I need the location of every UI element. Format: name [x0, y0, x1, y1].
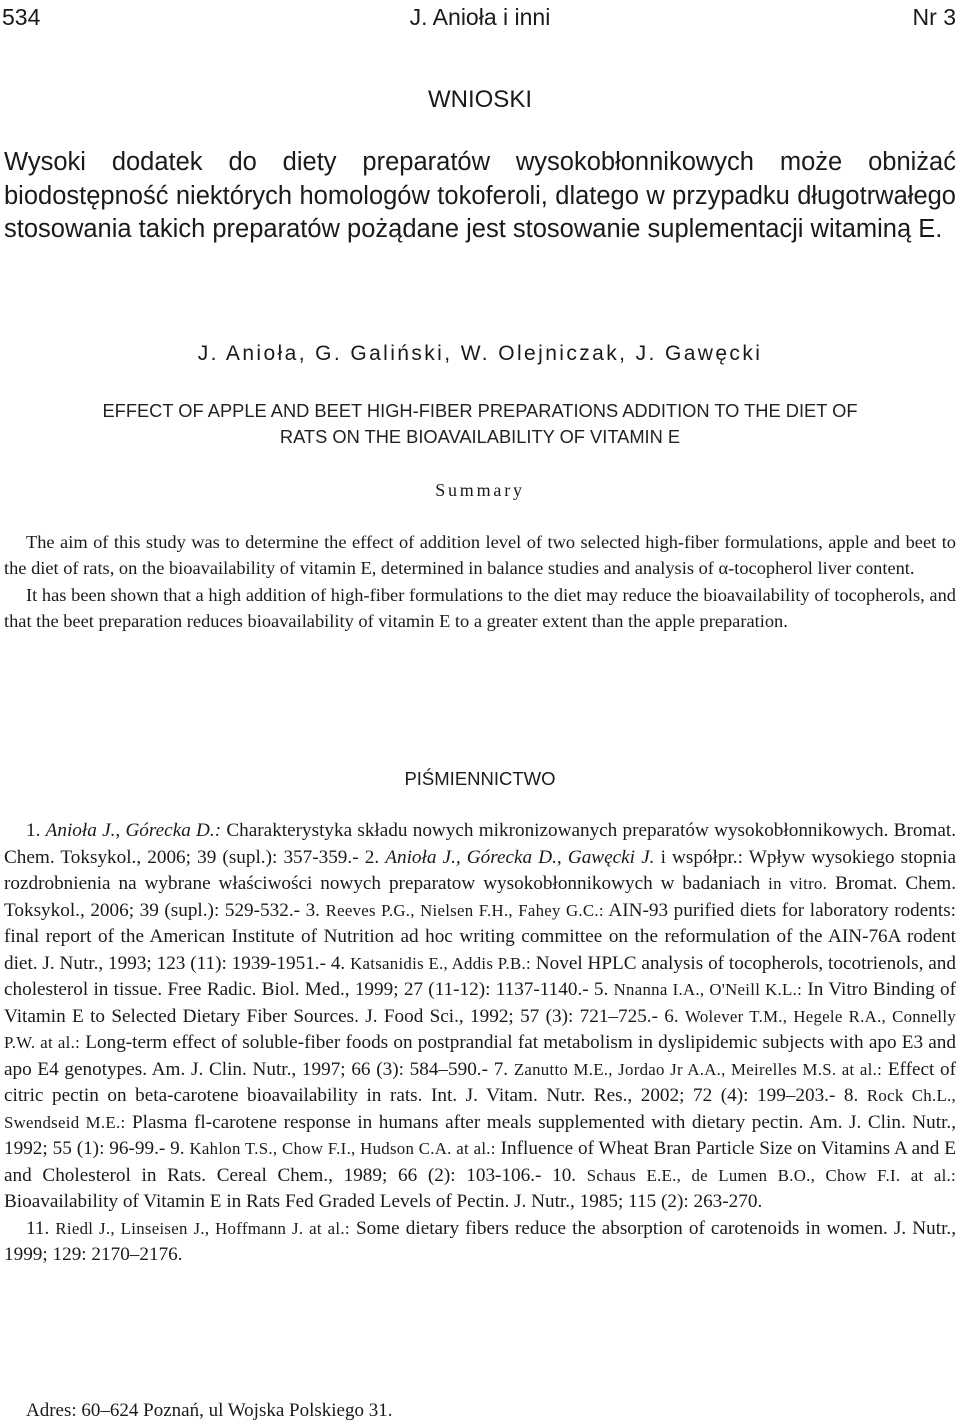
references-heading: PIŚMIENNICTWO: [404, 768, 556, 789]
issue-number: Nr 3: [912, 4, 956, 30]
reference-authors: Anioła J., Górecka D., Gawęcki J.: [385, 846, 655, 868]
english-title-line-2: RATS ON THE BIOAVAILABILITY OF VITAMIN E: [279, 426, 681, 447]
reference-text: Some dietary fibers reduce the absorption of carotenoids in women. J. Nutr., 1999; 129: 2170–2176.: [4, 1217, 956, 1265]
running-header: [0, 2, 960, 36]
reference-authors: Kahlon T.S., Chow F.I., Hudson C.A. at al.:: [189, 1139, 496, 1158]
reference-authors: Nnanna I.A., O'Neill K.L.:: [613, 980, 803, 999]
english-title-line-1: EFFECT OF APPLE AND BEET HIGH-FIBER PREPARATIONS ADDITION TO THE DIET OF: [102, 400, 858, 421]
reference-authors: Schaus E.E., de Lumen B.O., Chow F.I. at al.:: [586, 1165, 956, 1185]
running-authors: J. Anioła i inni: [409, 4, 551, 30]
english-authors: J. Anioła, G. Galiński, W. Olejniczak, J. Gawęcki: [197, 342, 763, 365]
reference-text: i współpr.:: [660, 846, 743, 868]
reference-text: Effect of citric pectin on beta-carotene bioavailability in rats. Int. J. Vitam. Nutr. Res., 2002; 72 (4): 199–203.- 8.: [4, 1058, 957, 1106]
reference-text: Long-term effect of soluble-fiber foods on postprandial fat metabolism in dyslipidemic subjects with apo E3 and apo E4 genotypes. Am. J. Clin. Nutr., 1997; 66 (3): 584–590.- 7.: [4, 1032, 956, 1080]
reference-authors: Rock Ch.L., Swendseid M.E.:: [4, 1086, 957, 1132]
english-title: [0, 398, 960, 450]
reference-text: Wpływ wysokiego stopnia rozdrobnienia na wybrane właściwości nowych preparatow wysokobłonnikowych w badaniach: [4, 846, 957, 894]
reference-text: Influence of Wheat Bran Particle Size on Vitamins A and E and Cholesterol in Rats. Cereal Chem., 1989; 66 (2): 103-106.- 10.: [4, 1138, 956, 1186]
reference-text: Bioavailability of Vitamin E in Rats Fed Graded Levels of Pectin. J. Nutr., 1985; 115 (2): 263-270.: [4, 1191, 763, 1212]
summary-paragraph-2: It has been shown that a high addition of high-fiber formulations to the diet may reduce the bioavailability of tocopherols, and that the beet preparation reduces bioavailability of vitamin E to a greater extent than the apple preparation.: [4, 584, 956, 632]
reference-text: Charakterystyka składu nowych mikronizowanych preparatów wysokobłonnikowych. Bromat. Chem. Toksykol., 2006; 39 (supl.): 357-359.- 2.: [4, 820, 956, 868]
references-list: [4, 818, 956, 1269]
reference-text: Plasma fl-carotene response in humans after meals supplemented with dietary pectin. Am. J. Clin. Nutr., 1992; 55 (1): 96-99.- 9.: [4, 1111, 957, 1159]
reference-authors: Reeves P.G., Nielsen F.H., Fahey G.C.:: [325, 900, 604, 920]
reference-authors: Anioła J., Górecka D.:: [45, 820, 222, 841]
reference-block-1-10: [4, 818, 956, 1216]
reference-number: 1.: [26, 820, 41, 841]
summary-paragraph-1: The aim of this study was to determine the effect of addition level of two selected high-fiber formulations, apple and beet to the diet of rats, on the bioavailability of vitamin E, determined in balance studies and analysis of α-tocopherol liver content.: [4, 532, 956, 579]
reference-number: 11.: [26, 1217, 50, 1239]
reference-authors: Katsanidis E., Addis P.B.:: [350, 953, 531, 973]
summary-section: [4, 529, 956, 635]
reference-authors: Wolever T.M., Hegele R.A., Connelly P.W. at al.:: [4, 1006, 957, 1052]
summary-heading: Summary: [435, 480, 525, 500]
reference-11: [4, 1216, 956, 1269]
address-line: Adres: 60–624 Poznań, ul Wojska Polskiego 31.: [26, 1400, 393, 1421]
conclusions-text: Wysoki dodatek do diety preparatów wysokobłonnikowych może obniżać biodostępność niektórych homologów tokoferoli, dlatego w przypadku długotrwałego stosowania takich preparatów pożądane jest stosowanie suplementacji witaminą E.: [4, 148, 956, 243]
reference-authors: Zanutto M.E., Jordao Jr A.A., Meirelles M.S. at al.:: [513, 1059, 883, 1079]
reference-text: AIN-93 purified diets for laboratory rodents: final report of the American Institute of Nutrition ad hoc writing committee on the reformulation of the AIN-76A rodent diet. J. Nutr., 1993; 123 (11): 1939-1951.- 4.: [4, 899, 957, 974]
reference-text: in vitro.: [768, 874, 828, 893]
reference-text: Bromat. Chem. Toksykol., 2006; 39 (supl.): 529-532.- 3.: [4, 873, 957, 921]
page-number: 534: [2, 4, 41, 30]
reference-text: In Vitro Binding of Vitamin E to Selected Dietary Fiber Sources. J. Food Sci., 1992; 57 (3): 721–725.- 6.: [4, 979, 957, 1027]
reference-authors: Riedl J., Linseisen J., Hoffmann J. at al.:: [55, 1218, 350, 1238]
conclusions-heading: WNIOSKI: [427, 86, 532, 113]
reference-text: Novel HPLC analysis of tocopherols, tocotrienols, and cholesterol in tissue. Free Radic. Biol. Med., 1999; 27 (11-12): 1137-1140.- 5.: [4, 952, 956, 1000]
